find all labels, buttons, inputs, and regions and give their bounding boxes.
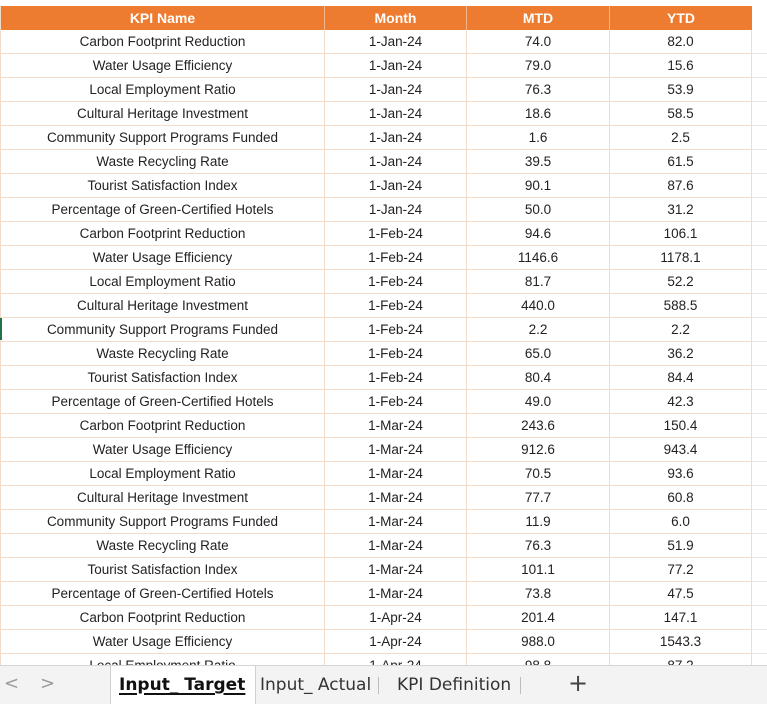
header-mtd[interactable]: MTD — [467, 6, 610, 30]
month-cell[interactable]: 1-Feb-24 — [325, 270, 467, 294]
tab-separator — [520, 677, 521, 694]
table-row — [0, 414, 767, 438]
month-cell[interactable]: 1-Mar-24 — [325, 510, 467, 534]
sheet-tab-bar — [0, 665, 767, 704]
kpi-name-cell[interactable]: Tourist Satisfaction Index — [0, 174, 325, 198]
kpi-name-cell[interactable]: Community Support Programs Funded — [0, 318, 325, 342]
mtd-cell[interactable]: 65.0 — [467, 342, 610, 366]
kpi-name-cell[interactable]: Water Usage Efficiency — [0, 54, 325, 78]
table-body — [0, 30, 767, 678]
kpi-name-cell[interactable]: Carbon Footprint Reduction — [0, 222, 325, 246]
table-row — [0, 294, 767, 318]
month-cell[interactable]: 1-Jan-24 — [325, 30, 467, 54]
table-row — [0, 30, 767, 54]
table-row — [0, 174, 767, 198]
mtd-cell[interactable]: 18.6 — [467, 102, 610, 126]
mtd-cell[interactable]: 988.0 — [467, 630, 610, 654]
kpi-name-cell[interactable]: Local Employment Ratio — [0, 462, 325, 486]
kpi-name-cell[interactable]: Community Support Programs Funded — [0, 510, 325, 534]
empty-cell[interactable] — [752, 366, 767, 390]
mtd-cell[interactable]: 73.8 — [467, 582, 610, 606]
ytd-cell[interactable]: 84.4 — [610, 366, 752, 390]
tab-label: Input_ Actual — [260, 675, 372, 695]
ytd-cell[interactable]: 6.0 — [610, 510, 752, 534]
kpi-name-cell[interactable]: Water Usage Efficiency — [0, 246, 325, 270]
ytd-cell[interactable]: 52.2 — [610, 270, 752, 294]
ytd-cell[interactable]: 36.2 — [610, 342, 752, 366]
kpi-name-cell[interactable]: Percentage of Green-Certified Hotels — [0, 390, 325, 414]
empty-cell[interactable] — [752, 414, 767, 438]
mtd-cell[interactable]: 1.6 — [467, 126, 610, 150]
month-cell[interactable]: 1-Jan-24 — [325, 54, 467, 78]
empty-cell[interactable] — [752, 582, 767, 606]
month-cell[interactable]: 1-Jan-24 — [325, 198, 467, 222]
table-row — [0, 606, 767, 630]
kpi-name-cell[interactable]: Percentage of Green-Certified Hotels — [0, 582, 325, 606]
month-cell[interactable]: 1-Feb-24 — [325, 318, 467, 342]
table-row — [0, 630, 767, 654]
ytd-cell[interactable]: 1543.3 — [610, 630, 752, 654]
empty-cell[interactable] — [752, 150, 767, 174]
kpi-name-cell[interactable]: Community Support Programs Funded — [0, 126, 325, 150]
header-ytd[interactable]: YTD — [610, 6, 752, 30]
table-row — [0, 582, 767, 606]
empty-cell[interactable] — [752, 78, 767, 102]
empty-cell[interactable] — [752, 270, 767, 294]
ytd-cell[interactable]: 42.3 — [610, 390, 752, 414]
ytd-cell[interactable]: 943.4 — [610, 438, 752, 462]
month-cell[interactable]: 1-Mar-24 — [325, 462, 467, 486]
mtd-cell[interactable]: 81.7 — [467, 270, 610, 294]
chevron-right-icon[interactable]: > — [40, 673, 56, 694]
kpi-name-cell[interactable]: Water Usage Efficiency — [0, 438, 325, 462]
table-row — [0, 342, 767, 366]
kpi-name-cell[interactable]: Waste Recycling Rate — [0, 342, 325, 366]
tab-input-actual[interactable] — [252, 666, 379, 704]
mtd-cell[interactable]: 94.6 — [467, 222, 610, 246]
tab-label: Input_ Target — [119, 675, 246, 695]
kpi-name-cell[interactable]: Percentage of Green-Certified Hotels — [0, 198, 325, 222]
kpi-name-cell[interactable]: Local Employment Ratio — [0, 270, 325, 294]
table-row — [0, 78, 767, 102]
month-cell[interactable]: 1-Feb-24 — [325, 390, 467, 414]
month-cell[interactable]: 1-Apr-24 — [325, 630, 467, 654]
month-cell[interactable]: 1-Mar-24 — [325, 486, 467, 510]
kpi-name-cell[interactable]: Cultural Heritage Investment — [0, 102, 325, 126]
ytd-cell[interactable]: 58.5 — [610, 102, 752, 126]
ytd-cell[interactable]: 150.4 — [610, 414, 752, 438]
kpi-name-cell[interactable]: Waste Recycling Rate — [0, 150, 325, 174]
active-cell-indicator — [0, 318, 2, 340]
empty-cell[interactable] — [752, 318, 767, 342]
table-row — [0, 462, 767, 486]
table-row — [0, 270, 767, 294]
table-row — [0, 390, 767, 414]
plus-icon[interactable]: + — [568, 669, 589, 697]
tab-label: KPI Definition — [397, 675, 512, 695]
empty-cell[interactable] — [752, 486, 767, 510]
ytd-cell[interactable]: 60.8 — [610, 486, 752, 510]
month-cell[interactable]: 1-Jan-24 — [325, 102, 467, 126]
mtd-cell[interactable]: 1146.6 — [467, 246, 610, 270]
tab-separator — [378, 677, 379, 694]
mtd-cell[interactable]: 49.0 — [467, 390, 610, 414]
ytd-cell[interactable]: 77.2 — [610, 558, 752, 582]
kpi-name-cell[interactable]: Local Employment Ratio — [0, 78, 325, 102]
kpi-name-cell[interactable]: Carbon Footprint Reduction — [0, 606, 325, 630]
tab-input-target[interactable] — [110, 666, 256, 704]
empty-cell[interactable] — [752, 438, 767, 462]
kpi-name-cell[interactable]: Water Usage Efficiency — [0, 630, 325, 654]
chevron-left-icon[interactable]: < — [4, 673, 20, 694]
table-row — [0, 438, 767, 462]
kpi-name-cell[interactable]: Cultural Heritage Investment — [0, 294, 325, 318]
mtd-cell[interactable]: 243.6 — [467, 414, 610, 438]
empty-cell[interactable] — [752, 198, 767, 222]
empty-cell[interactable] — [752, 510, 767, 534]
mtd-cell[interactable]: 201.4 — [467, 606, 610, 630]
empty-cell[interactable] — [752, 630, 767, 654]
kpi-name-cell[interactable]: Tourist Satisfaction Index — [0, 366, 325, 390]
month-cell[interactable]: 1-Mar-24 — [325, 534, 467, 558]
empty-cell[interactable] — [752, 390, 767, 414]
table-row — [0, 222, 767, 246]
month-cell[interactable]: 1-Mar-24 — [325, 438, 467, 462]
ytd-cell[interactable]: 1178.1 — [610, 246, 752, 270]
kpi-name-cell[interactable]: Carbon Footprint Reduction — [0, 30, 325, 54]
header-month[interactable]: Month — [325, 6, 467, 30]
month-cell[interactable]: 1-Mar-24 — [325, 582, 467, 606]
month-cell[interactable]: 1-Jan-24 — [325, 174, 467, 198]
table-row — [0, 54, 767, 78]
ytd-cell[interactable]: 87.6 — [610, 174, 752, 198]
month-cell[interactable]: 1-Feb-24 — [325, 222, 467, 246]
month-cell[interactable]: 1-Mar-24 — [325, 414, 467, 438]
mtd-cell[interactable]: 90.1 — [467, 174, 610, 198]
kpi-name-cell[interactable]: Waste Recycling Rate — [0, 534, 325, 558]
month-cell[interactable]: 1-Jan-24 — [325, 150, 467, 174]
ytd-cell[interactable]: 588.5 — [610, 294, 752, 318]
ytd-cell[interactable]: 82.0 — [610, 30, 752, 54]
table-row — [0, 534, 767, 558]
month-cell[interactable]: 1-Feb-24 — [325, 366, 467, 390]
month-cell[interactable]: 1-Mar-24 — [325, 558, 467, 582]
table-row — [0, 126, 767, 150]
month-cell[interactable]: 1-Feb-24 — [325, 342, 467, 366]
month-cell[interactable]: 1-Feb-24 — [325, 246, 467, 270]
table-header-row — [0, 6, 767, 30]
empty-cell[interactable] — [752, 462, 767, 486]
empty-cell[interactable] — [752, 126, 767, 150]
table-row — [0, 510, 767, 534]
header-kpi-name[interactable]: KPI Name — [0, 6, 325, 30]
tab-kpi-definition[interactable] — [389, 666, 519, 704]
mtd-cell[interactable]: 79.0 — [467, 54, 610, 78]
mtd-cell[interactable]: 440.0 — [467, 294, 610, 318]
empty-cell[interactable] — [752, 558, 767, 582]
empty-cell[interactable] — [752, 246, 767, 270]
empty-cell[interactable] — [752, 342, 767, 366]
ytd-cell[interactable]: 51.9 — [610, 534, 752, 558]
ytd-cell[interactable]: 147.1 — [610, 606, 752, 630]
table-row — [0, 486, 767, 510]
empty-cell[interactable] — [752, 102, 767, 126]
table-row — [0, 246, 767, 270]
empty-cell[interactable] — [752, 30, 767, 54]
empty-cell[interactable] — [752, 174, 767, 198]
empty-cell[interactable] — [752, 294, 767, 318]
ytd-cell[interactable]: 93.6 — [610, 462, 752, 486]
mtd-cell[interactable]: 76.3 — [467, 78, 610, 102]
table-row — [0, 198, 767, 222]
mtd-cell[interactable]: 11.9 — [467, 510, 610, 534]
mtd-cell[interactable]: 101.1 — [467, 558, 610, 582]
month-cell[interactable]: 1-Jan-24 — [325, 78, 467, 102]
ytd-cell[interactable]: 2.2 — [610, 318, 752, 342]
ytd-cell[interactable]: 47.5 — [610, 582, 752, 606]
mtd-cell[interactable]: 912.6 — [467, 438, 610, 462]
table-row — [0, 558, 767, 582]
mtd-cell[interactable]: 39.5 — [467, 150, 610, 174]
empty-cell[interactable] — [752, 54, 767, 78]
mtd-cell[interactable]: 70.5 — [467, 462, 610, 486]
mtd-cell[interactable]: 74.0 — [467, 30, 610, 54]
mtd-cell[interactable]: 50.0 — [467, 198, 610, 222]
ytd-cell[interactable]: 15.6 — [610, 54, 752, 78]
table-row — [0, 150, 767, 174]
ytd-cell[interactable]: 106.1 — [610, 222, 752, 246]
ytd-cell[interactable]: 53.9 — [610, 78, 752, 102]
table-row — [0, 318, 767, 342]
mtd-cell[interactable]: 77.7 — [467, 486, 610, 510]
kpi-name-cell[interactable]: Tourist Satisfaction Index — [0, 558, 325, 582]
ytd-cell[interactable]: 61.5 — [610, 150, 752, 174]
kpi-name-cell[interactable]: Cultural Heritage Investment — [0, 486, 325, 510]
month-cell[interactable]: 1-Jan-24 — [325, 126, 467, 150]
table-row — [0, 366, 767, 390]
table-row — [0, 102, 767, 126]
kpi-name-cell[interactable]: Carbon Footprint Reduction — [0, 414, 325, 438]
empty-cell[interactable] — [752, 606, 767, 630]
month-cell[interactable]: 1-Apr-24 — [325, 606, 467, 630]
mtd-cell[interactable]: 80.4 — [467, 366, 610, 390]
ytd-cell[interactable]: 2.5 — [610, 126, 752, 150]
month-cell[interactable]: 1-Feb-24 — [325, 294, 467, 318]
mtd-cell[interactable]: 76.3 — [467, 534, 610, 558]
mtd-cell[interactable]: 2.2 — [467, 318, 610, 342]
ytd-cell[interactable]: 31.2 — [610, 198, 752, 222]
empty-cell[interactable] — [752, 534, 767, 558]
empty-cell[interactable] — [752, 222, 767, 246]
